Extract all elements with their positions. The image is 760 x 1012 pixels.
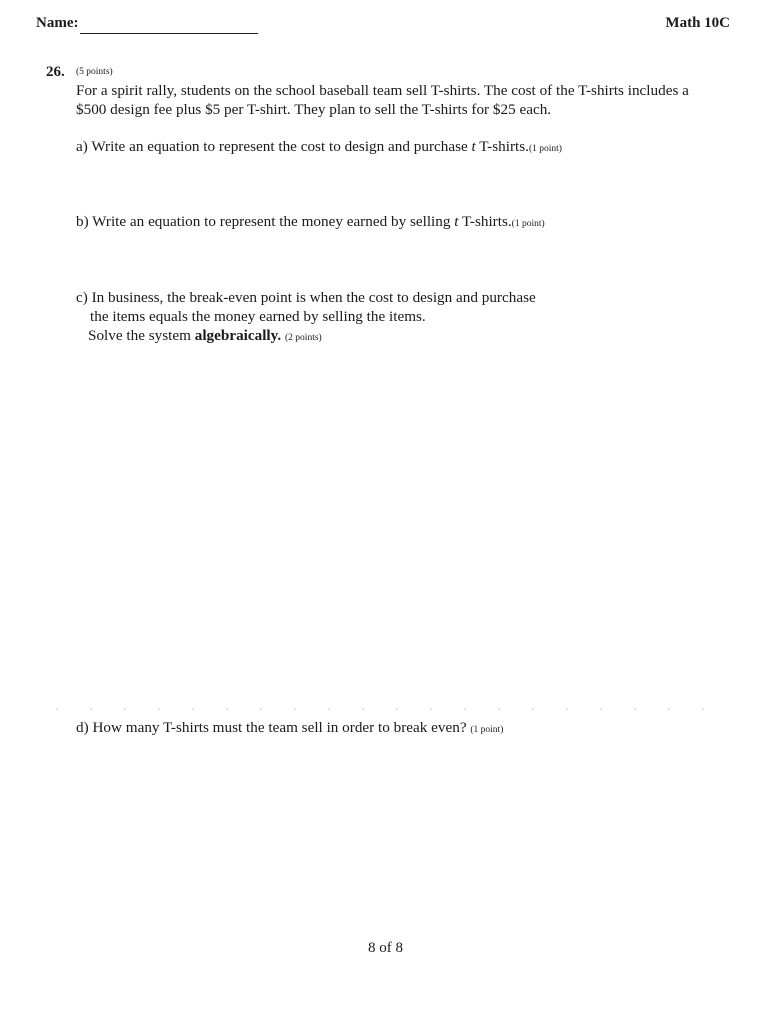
part-b-variable: t xyxy=(454,213,459,230)
part-a-prompt xyxy=(76,138,562,156)
part-c-points: (2 points) xyxy=(285,333,322,343)
part-a-text-end: T-shirts. xyxy=(475,138,529,155)
part-b-points: (1 point) xyxy=(511,219,545,229)
scan-dots xyxy=(40,708,720,710)
part-d-prompt xyxy=(76,719,503,737)
part-c-emphasis: algebraically. xyxy=(194,327,282,344)
part-c-instruction: Solve the system xyxy=(88,327,195,344)
question-number: 26. xyxy=(46,64,65,80)
part-c-line-1: c) In business, the break-even point is when the cost to design and purchase xyxy=(76,289,536,306)
part-a-points: (1 point) xyxy=(528,144,562,154)
page-number: 8 of 8 xyxy=(368,940,403,956)
name-blank-line xyxy=(80,33,258,34)
name-label: Name: xyxy=(36,15,79,31)
part-a-variable: t xyxy=(471,138,476,155)
question-points: (5 points) xyxy=(76,67,113,77)
course-title: Math 10C xyxy=(665,15,730,31)
part-b-text-end: T-shirts. xyxy=(458,213,512,230)
part-c-line-2: the items equals the money earned by selling the items. xyxy=(90,308,426,325)
part-b-prompt xyxy=(76,213,545,231)
part-b-text: b) Write an equation to represent the money earned by selling xyxy=(76,213,455,230)
question-intro-line-1: For a spirit rally, students on the school baseball team sell T-shirts. The cost of the T-shirts includes a xyxy=(76,82,689,99)
part-d-text: d) How many T-shirts must the team sell in order to break even? xyxy=(76,719,467,736)
part-a-text: a) Write an equation to represent the cost to design and purchase xyxy=(76,138,472,155)
part-d-points: (1 point) xyxy=(470,725,504,735)
part-c-line-3 xyxy=(88,327,322,345)
question-intro-line-2: $500 design fee plus $5 per T-shirt. They plan to sell the T-shirts for $25 each. xyxy=(76,101,552,118)
